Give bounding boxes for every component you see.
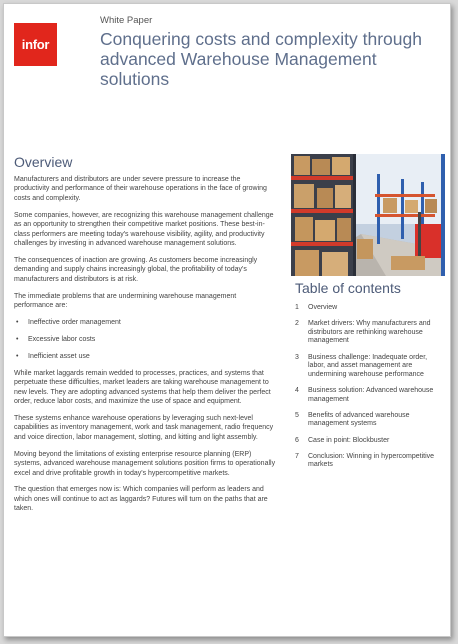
overview-paragraph: While market laggards remain wedded to processes, practices, and systems that perpetuate these difficulties, market leaders are taking warehouse management to new levels. They are adopting advanced systems that help them deliver the perfect order, reduce labor costs, and maximize the use of space and equipment. (14, 369, 271, 406)
list-item-text: Inefficient asset use (28, 352, 90, 360)
document-type-label: White Paper (100, 15, 153, 26)
overview-section (14, 154, 276, 521)
toc-item[interactable] (295, 354, 445, 380)
list-item (14, 318, 276, 327)
white-paper-page (3, 3, 451, 637)
logo-text: infor (21, 37, 50, 52)
toc-item[interactable] (295, 387, 445, 404)
bullet-icon: • (16, 318, 19, 326)
document-title: Conquering costs and complexity through advanced Warehouse Management solutions (100, 29, 422, 89)
overview-paragraph: The question that emerges now is: Which companies will perform as leaders and which ones will continue to act as laggards? Futures will turn on the paths that are taken. (14, 486, 268, 513)
overview-paragraph: Moving beyond the limitations of existing enterprise resource planning (ERP) systems, advanced warehouse management solutions position firms to operationally excel and drive profitable growth in today's hypercompetitive markets. (14, 450, 276, 477)
toc-item-text: Benefits of advanced warehouse management systems (308, 411, 410, 428)
list-item (14, 335, 276, 344)
list-item (14, 352, 276, 361)
overview-paragraph: These systems enhance warehouse operations by leveraging such next-level capabilities as inventory management, work and task management, radio frequency and voice direction, labor management, slotting, and kitting and light assembly. (14, 415, 274, 441)
problem-list (14, 318, 276, 361)
toc-item[interactable] (295, 412, 445, 429)
toc-item-number: 6 (295, 436, 299, 444)
overview-paragraph: Manufacturers and distributors are under severe pressure to increase the productivity and performance of their warehouse operations in the face of growing costs and complexity. (14, 176, 267, 202)
toc-item[interactable] (295, 437, 445, 446)
overview-paragraph: The immediate problems that are undermining warehouse management performance are: (14, 292, 237, 309)
warehouse-photo (291, 154, 445, 276)
toc-item-text: Business solution: Advanced warehouse management (308, 386, 434, 403)
toc-item[interactable] (295, 453, 445, 470)
toc-list (295, 304, 445, 470)
toc-item-number: 4 (295, 386, 299, 394)
bullet-icon: • (16, 335, 19, 343)
toc-item-text: Conclusion: Winning in hypercompetitive markets (308, 452, 435, 469)
overview-heading: Overview (14, 154, 73, 170)
toc-item-text: Overview (308, 304, 338, 311)
table-of-contents (295, 280, 445, 477)
toc-heading: Table of contents (295, 280, 401, 296)
toc-item-number: 7 (295, 452, 299, 460)
toc-item-text: Case in point: Blockbuster (308, 436, 390, 444)
toc-item[interactable] (295, 320, 445, 346)
toc-item-number: 1 (295, 304, 299, 311)
overview-paragraph: Some companies, however, are recognizing this warehouse management challenge as an opportunity to strengthen their competitive market positions. These best-in-class performers are meeting today's warehouse visibility, agility, and productivity challenges by investing in advanced warehouse management solutions. (14, 211, 274, 247)
list-item-text: Ineffective order management (28, 318, 121, 326)
toc-item-number: 2 (295, 320, 299, 328)
list-item-text: Excessive labor costs (28, 335, 96, 343)
bullet-icon: • (16, 352, 19, 360)
toc-item-text: Market drivers: Why manufacturers and distributors are rethinking warehouse management (308, 320, 431, 345)
toc-item[interactable] (295, 304, 445, 313)
toc-item-text: Business challenge: Inadequate order, labor, and asset management are undermining warehouse performance (308, 353, 428, 378)
infor-logo (14, 23, 57, 66)
warehouse-illustration (291, 154, 445, 276)
toc-item-number: 3 (295, 353, 299, 361)
toc-item-number: 5 (295, 411, 299, 419)
overview-paragraph: The consequences of inaction are growing. As customers become increasingly demanding and supply chains increasingly global, the profitability of today's manufacturers and distributors is at risk. (14, 256, 258, 283)
